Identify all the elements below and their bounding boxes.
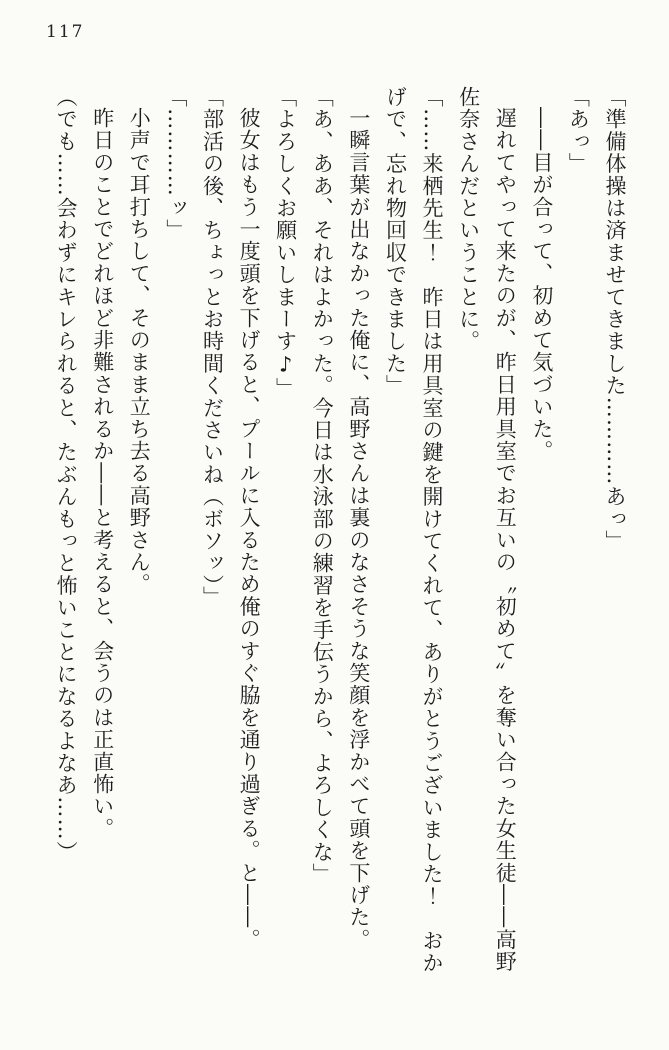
text-line: 遅れてやって来たのが、昨日用具室でお互いの〝初めて〟を奪い合った女生徒――高野 [493,107,518,973]
page-number: 117 [46,22,85,42]
text-block [48,86,634,1020]
text-line: （でも……会わずにキレられると、たぶんもっと怖いことになるよなあ……） [54,86,79,863]
text-line: 「…………ッ」 [163,86,188,242]
text-line: 「部活の後、ちょっとお時間くださいね（ボソッ）」 [200,86,225,609]
text-line: げで、忘れ物回収できました」 [383,86,408,397]
text-line: 一瞬言葉が出なかった俺に、高野さんは裏のなさそうな笑顔を浮かべて頭を下げた。 [346,107,371,951]
text-line: 佐奈さんだということに。 [456,86,481,353]
text-line: 「よろしくお願いしまーす♪」 [273,86,298,400]
text-line: 昨日のことでどれほど非難されるか――と考えると、会うのは正直怖い。 [90,107,115,840]
text-line: 「あっ」 [566,86,591,175]
text-line: 「あ、ああ、それはよかった。今日は水泳部の練習を手伝うから、よろしくな」 [310,86,335,886]
text-line: 小声で耳打ちして、そのまま立ち去る高野さん。 [127,107,152,596]
text-line: ――目が合って、初めて気づいた。 [529,107,554,463]
text-line: 「……来栖先生！ 昨日は用具室の鍵を開けてくれて、ありがとうございました！ おか [420,86,445,974]
text-line: 「準備体操は済ませてきました…………あっ」 [603,86,627,553]
text-line: 彼女はもう一度頭を下げると、プールに入るため俺のすぐ脇を通り過ぎる。と――。 [237,107,262,951]
